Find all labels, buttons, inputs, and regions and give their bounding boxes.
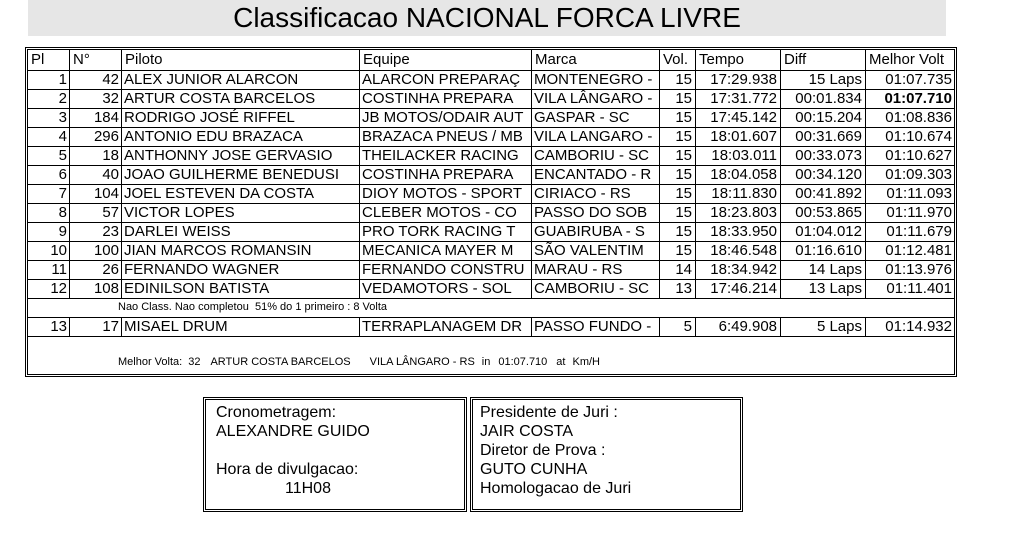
city-cell: CIRIACO - RS xyxy=(532,185,660,204)
gap-cell: 00:15.204 xyxy=(781,109,866,128)
laps-cell: 14 xyxy=(660,261,696,280)
laps-cell: 15 xyxy=(660,204,696,223)
laps-cell: 15 xyxy=(660,147,696,166)
best-lap-cell: 01:07.710 xyxy=(866,90,954,109)
classified-rows xyxy=(28,71,954,299)
best-lap-cell: 01:14.932 xyxy=(866,318,954,337)
city-cell: VILA LANGARO - xyxy=(532,128,660,147)
time-cell: 18:04.058 xyxy=(696,166,781,185)
gap-cell: 13 Laps xyxy=(781,280,866,299)
team-cell: CLEBER MOTOS - CO xyxy=(360,204,532,223)
gap-cell: 00:41.892 xyxy=(781,185,866,204)
number-cell: 23 xyxy=(70,223,122,242)
laps-cell: 15 xyxy=(660,185,696,204)
best-lap-cell: 01:11.970 xyxy=(866,204,954,223)
team-cell: COSTINHA PREPARA xyxy=(360,90,532,109)
number-cell: 57 xyxy=(70,204,122,223)
table-row xyxy=(28,166,954,185)
number-cell: 42 xyxy=(70,71,122,90)
header-gap: Diff xyxy=(781,50,866,71)
table-row xyxy=(28,90,954,109)
rider-cell: ARTUR COSTA BARCELOS xyxy=(122,90,360,109)
gap-cell: 01:16.610 xyxy=(781,242,866,261)
team-cell: COSTINHA PREPARA xyxy=(360,166,532,185)
header-position: Pl xyxy=(28,50,70,71)
team-cell: ALARCON PREPARAÇ xyxy=(360,71,532,90)
rider-cell: DARLEI WEISS xyxy=(122,223,360,242)
published-label: Hora de divulgacao: xyxy=(216,461,359,478)
rider-cell: ALEX JUNIOR ALARCON xyxy=(122,71,360,90)
rider-cell: JOAO GUILHERME BENEDUSI xyxy=(122,166,360,185)
rider-cell: JOEL ESTEVEN DA COSTA xyxy=(122,185,360,204)
race-director-name: GUTO CUNHA xyxy=(480,461,588,478)
rider-cell: ANTHONNY JOSE GERVASIO xyxy=(122,147,360,166)
team-cell: DIOY MOTOS - SPORT xyxy=(360,185,532,204)
rider-cell: EDINILSON BATISTA xyxy=(122,280,360,299)
time-cell: 18:46.548 xyxy=(696,242,781,261)
team-cell: VEDAMOTORS - SOL xyxy=(360,280,532,299)
position-cell: 2 xyxy=(28,90,70,109)
rider-cell: VICTOR LOPES xyxy=(122,204,360,223)
time-cell: 17:45.142 xyxy=(696,109,781,128)
best-lap-at-label: at xyxy=(556,356,566,368)
city-cell: CAMBORIU - SC xyxy=(532,280,660,299)
team-cell: TERRAPLANAGEM DR xyxy=(360,318,532,337)
city-cell: SÃO VALENTIM xyxy=(532,242,660,261)
best-lap-city: VILA LÂNGARO - RS xyxy=(369,356,475,368)
results-table xyxy=(25,47,957,377)
position-cell: 4 xyxy=(28,128,70,147)
rider-cell: FERNANDO WAGNER xyxy=(122,261,360,280)
timing-label: Cronometragem: xyxy=(216,404,337,421)
best-lap-cell: 01:08.836 xyxy=(866,109,954,128)
table-row xyxy=(28,204,954,223)
header-best-lap: Melhor Volt xyxy=(866,50,954,71)
city-cell: PASSO FUNDO - xyxy=(532,318,660,337)
best-lap-summary xyxy=(118,355,600,369)
gap-cell: 01:04.012 xyxy=(781,223,866,242)
number-cell: 17 xyxy=(70,318,122,337)
number-cell: 108 xyxy=(70,280,122,299)
position-cell: 5 xyxy=(28,147,70,166)
best-lap-cell: 01:12.481 xyxy=(866,242,954,261)
published-time: 11H08 xyxy=(285,480,331,497)
city-cell: ENCANTADO - R xyxy=(532,166,660,185)
team-cell: FERNANDO CONSTRU xyxy=(360,261,532,280)
best-lap-cell: 01:09.303 xyxy=(866,166,954,185)
table-row xyxy=(28,318,954,337)
number-cell: 104 xyxy=(70,185,122,204)
city-cell: MONTENEGRO - xyxy=(532,71,660,90)
number-cell: 18 xyxy=(70,147,122,166)
best-lap-cell: 01:11.401 xyxy=(866,280,954,299)
rider-cell: ANTONIO EDU BRAZACA xyxy=(122,128,360,147)
time-cell: 18:11.830 xyxy=(696,185,781,204)
laps-cell: 15 xyxy=(660,128,696,147)
table-row xyxy=(28,147,954,166)
rider-cell: JIAN MARCOS ROMANSIN xyxy=(122,242,360,261)
not-classified-note: Nao Class. Nao completou 51% do 1 primeiro : 8 Volta xyxy=(118,301,388,313)
header-rider: Piloto xyxy=(122,50,360,71)
position-cell: 1 xyxy=(28,71,70,90)
position-cell: 12 xyxy=(28,280,70,299)
spacer xyxy=(216,441,464,460)
laps-cell: 15 xyxy=(660,223,696,242)
best-lap-cell: 01:13.976 xyxy=(866,261,954,280)
position-cell: 9 xyxy=(28,223,70,242)
best-lap-number: 32 xyxy=(188,356,201,368)
position-cell: 6 xyxy=(28,166,70,185)
header-laps: Vol. xyxy=(660,50,696,71)
number-cell: 100 xyxy=(70,242,122,261)
best-lap-cell: 01:07.735 xyxy=(866,71,954,90)
header-team: Equipe xyxy=(360,50,532,71)
gap-cell: 5 Laps xyxy=(781,318,866,337)
best-lap-speed-unit: Km/H xyxy=(572,356,600,368)
laps-cell: 15 xyxy=(660,166,696,185)
table-row xyxy=(28,280,954,299)
time-cell: 18:03.011 xyxy=(696,147,781,166)
title-bar xyxy=(28,0,946,36)
city-cell: PASSO DO SOB xyxy=(532,204,660,223)
table-header xyxy=(28,50,954,71)
best-lap-label: Melhor Volta: xyxy=(118,356,183,368)
table-row xyxy=(28,71,954,90)
laps-cell: 15 xyxy=(660,242,696,261)
timing-box xyxy=(203,397,467,512)
best-lap-cell: 01:10.627 xyxy=(866,147,954,166)
time-cell: 17:46.214 xyxy=(696,280,781,299)
table-row xyxy=(28,185,954,204)
not-classified-rows xyxy=(28,317,954,337)
jury-president-label: Presidente de Juri : xyxy=(480,404,618,421)
best-lap-cell: 01:10.674 xyxy=(866,128,954,147)
team-cell: THEILACKER RACING xyxy=(360,147,532,166)
time-cell: 18:01.607 xyxy=(696,128,781,147)
gap-cell: 14 Laps xyxy=(781,261,866,280)
best-lap-cell: 01:11.093 xyxy=(866,185,954,204)
table-row xyxy=(28,109,954,128)
best-lap-in-label: in xyxy=(481,356,491,368)
number-cell: 32 xyxy=(70,90,122,109)
position-cell: 13 xyxy=(28,318,70,337)
city-cell: GUABIRUBA - S xyxy=(532,223,660,242)
city-cell: MARAU - RS xyxy=(532,261,660,280)
time-cell: 18:33.950 xyxy=(696,223,781,242)
laps-cell: 13 xyxy=(660,280,696,299)
city-cell: VILA LÂNGARO - xyxy=(532,90,660,109)
team-cell: PRO TORK RACING T xyxy=(360,223,532,242)
city-cell: GASPAR - SC xyxy=(532,109,660,128)
number-cell: 40 xyxy=(70,166,122,185)
header-time: Tempo xyxy=(696,50,781,71)
rider-cell: MISAEL DRUM xyxy=(122,318,360,337)
laps-cell: 15 xyxy=(660,90,696,109)
position-cell: 8 xyxy=(28,204,70,223)
gap-cell: 00:31.669 xyxy=(781,128,866,147)
number-cell: 184 xyxy=(70,109,122,128)
position-cell: 11 xyxy=(28,261,70,280)
jury-approval-label: Homologacao de Juri xyxy=(480,480,632,497)
number-cell: 26 xyxy=(70,261,122,280)
team-cell: JB MOTOS/ODAIR AUT xyxy=(360,109,532,128)
table-row xyxy=(28,128,954,147)
team-cell: MECANICA MAYER M xyxy=(360,242,532,261)
table-row xyxy=(28,242,954,261)
city-cell: CAMBORIU - SC xyxy=(532,147,660,166)
gap-cell: 00:01.834 xyxy=(781,90,866,109)
position-cell: 7 xyxy=(28,185,70,204)
gap-cell: 00:53.865 xyxy=(781,204,866,223)
time-cell: 6:49.908 xyxy=(696,318,781,337)
time-cell: 17:29.938 xyxy=(696,71,781,90)
table-row xyxy=(28,261,954,280)
position-cell: 10 xyxy=(28,242,70,261)
best-lap-rider: ARTUR COSTA BARCELOS xyxy=(210,356,351,368)
best-lap-cell: 01:11.679 xyxy=(866,223,954,242)
jury-president-name: JAIR COSTA xyxy=(480,423,574,440)
header-city: Marca xyxy=(532,50,660,71)
team-cell: BRAZACA PNEUS / MB xyxy=(360,128,532,147)
time-cell: 17:31.772 xyxy=(696,90,781,109)
best-lap-time: 01:07.710 xyxy=(498,356,548,368)
laps-cell: 5 xyxy=(660,318,696,337)
gap-cell: 00:33.073 xyxy=(781,147,866,166)
table-row xyxy=(28,223,954,242)
rider-cell: RODRIGO JOSÉ RIFFEL xyxy=(122,109,360,128)
time-cell: 18:34.942 xyxy=(696,261,781,280)
gap-cell: 00:34.120 xyxy=(781,166,866,185)
header-number: N° xyxy=(70,50,122,71)
number-cell: 296 xyxy=(70,128,122,147)
timing-name: ALEXANDRE GUIDO xyxy=(216,423,370,440)
position-cell: 3 xyxy=(28,109,70,128)
laps-cell: 15 xyxy=(660,71,696,90)
laps-cell: 15 xyxy=(660,109,696,128)
officials-box xyxy=(470,397,743,512)
time-cell: 18:23.803 xyxy=(696,204,781,223)
page-title: Classificacao NACIONAL FORCA LIVRE xyxy=(233,2,741,33)
gap-cell: 15 Laps xyxy=(781,71,866,90)
race-director-label: Diretor de Prova : xyxy=(480,442,606,459)
